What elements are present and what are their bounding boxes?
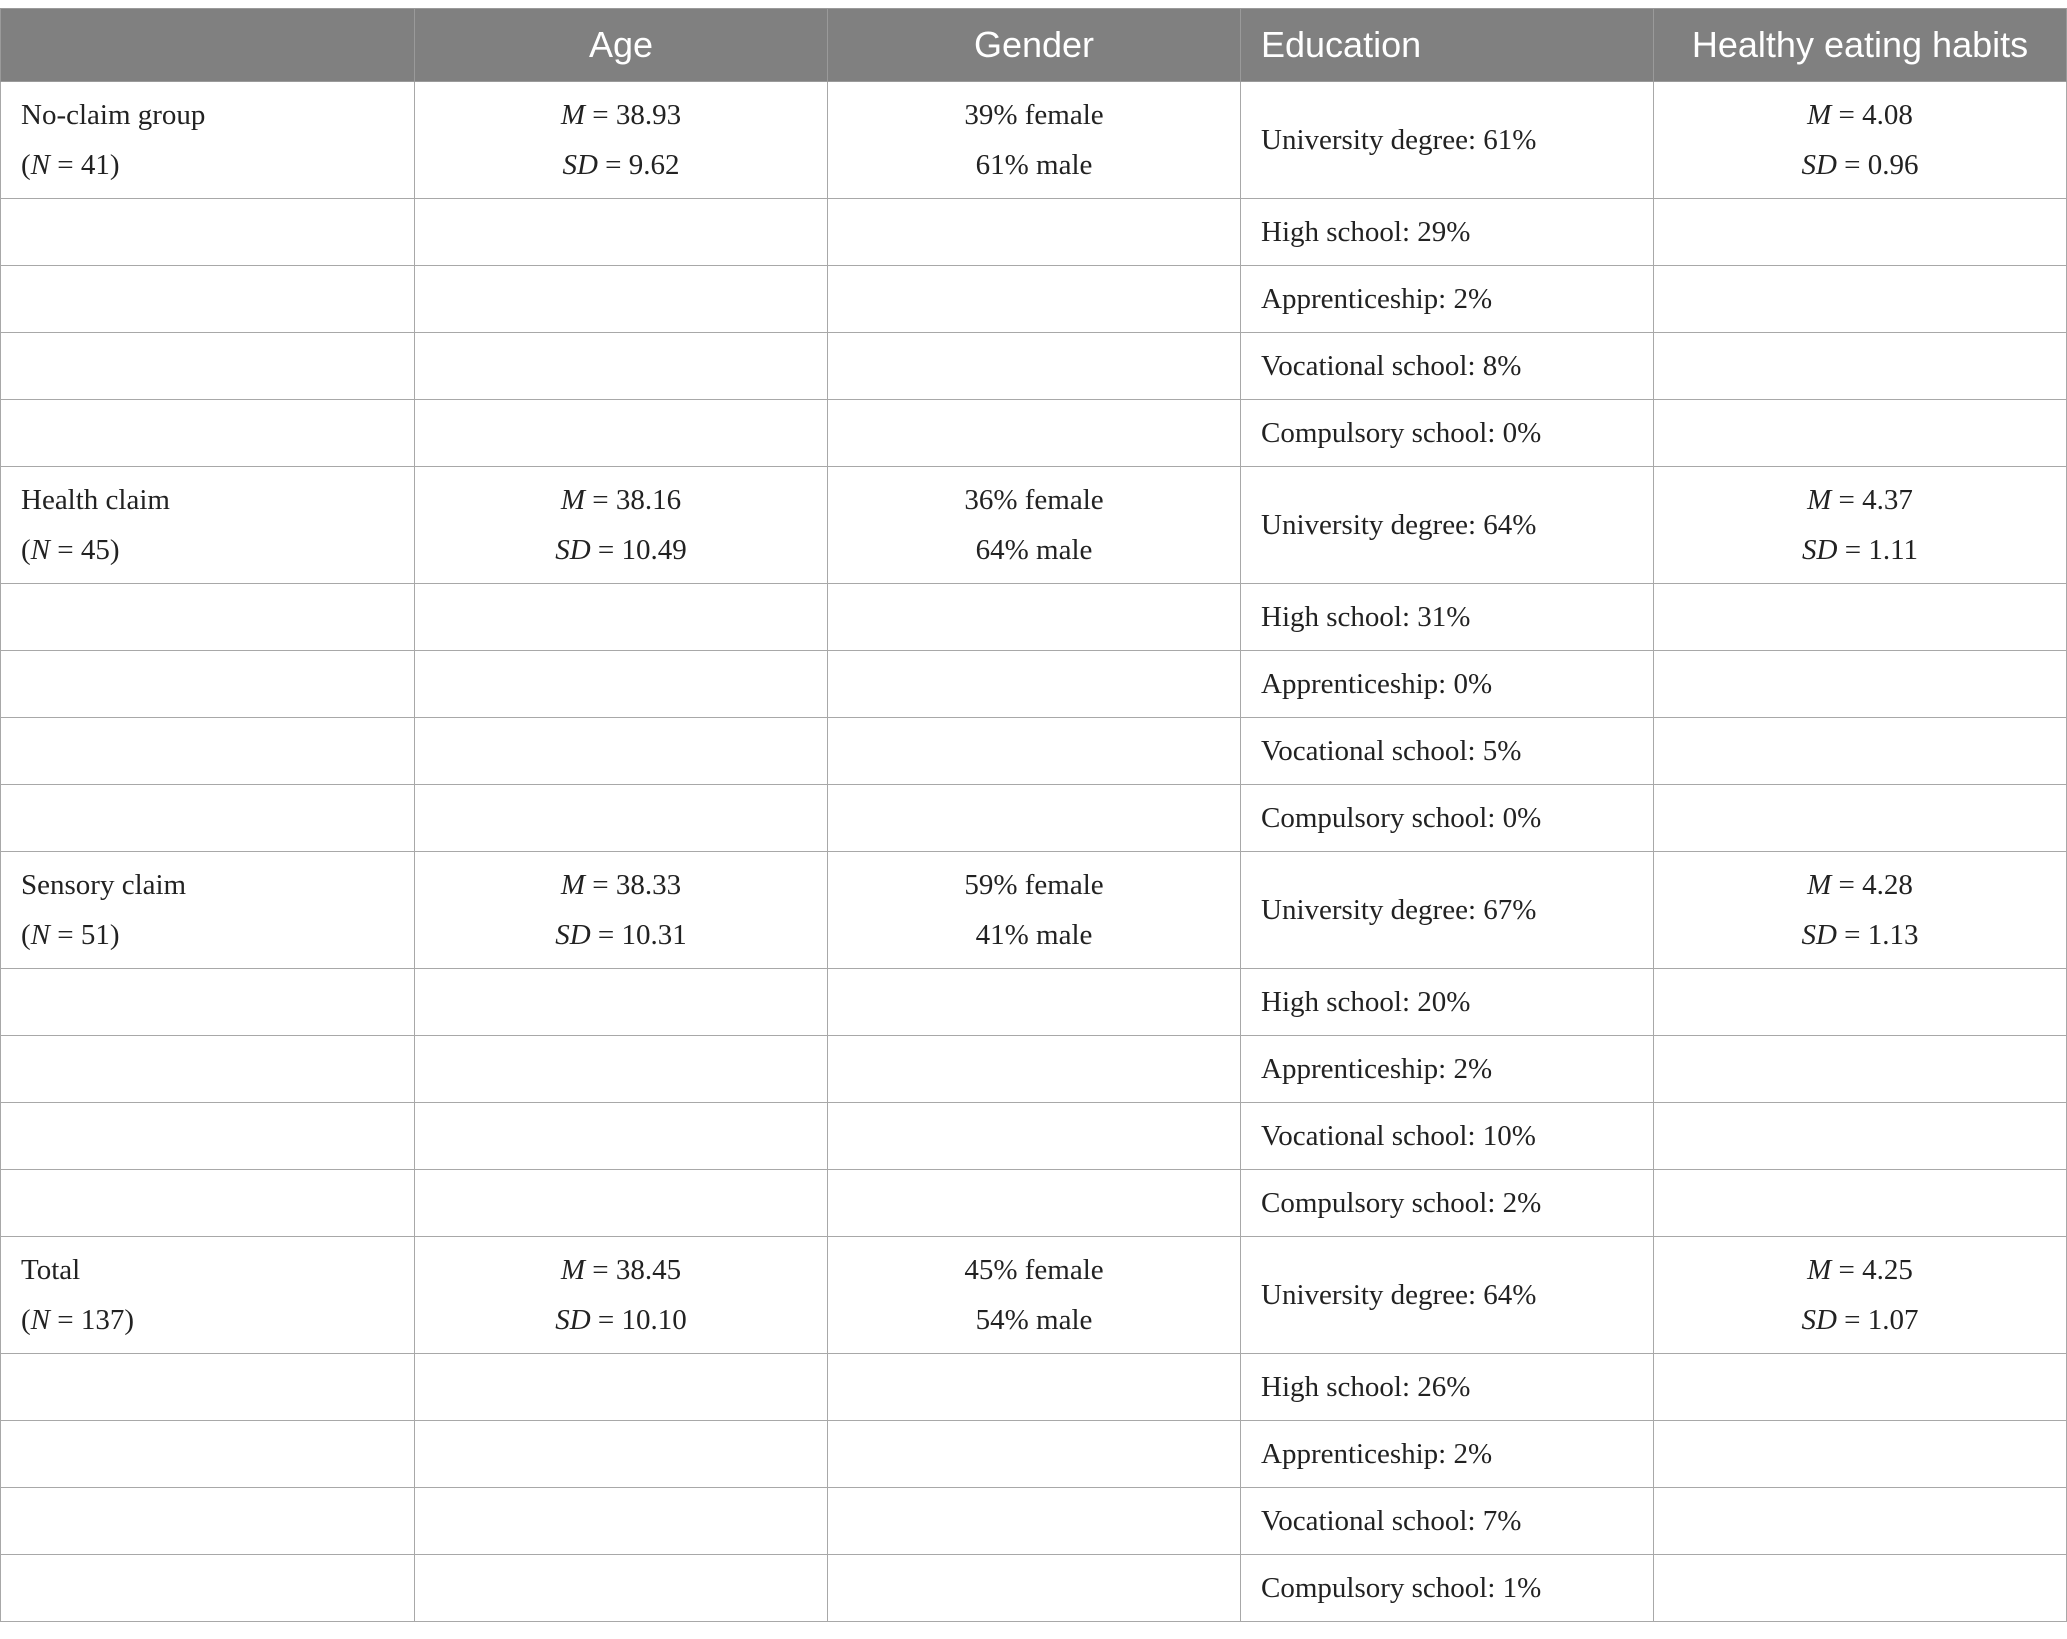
age-mean: 38.16 [615,484,682,516]
table-row [1,333,2067,400]
heh-sd: 1.13 [1867,919,1919,951]
education-cell: Apprenticeship: 2% [1241,1036,1654,1103]
education-cell: High school: 31% [1241,584,1654,651]
education-cell: High school: 26% [1241,1354,1654,1421]
education-cell: Vocational school: 8% [1241,333,1654,400]
table-row [1,1488,2067,1555]
heh-sd: 1.07 [1867,1304,1919,1336]
age-sd: 10.31 [621,919,687,951]
education-cell: Apprenticeship: 2% [1241,1421,1654,1488]
demographics-table [0,8,2067,1622]
age-mean: 38.33 [615,869,682,901]
table-row [1,266,2067,333]
table-row [1,1421,2067,1488]
table-row [1,1354,2067,1421]
group-label: Sensory claim (N = 51) [1,852,415,969]
header-age: Age [415,9,828,82]
age-cell: M = 38.33 SD = 10.31 [415,852,828,969]
heh-sd: 0.96 [1867,149,1919,181]
header-education: Education [1241,9,1654,82]
education-cell: University degree: 64% [1241,1237,1654,1354]
group-label: Health claim (N = 45) [1,467,415,584]
table-row [1,718,2067,785]
age-cell: M = 38.16 SD = 10.49 [415,467,828,584]
table-row [1,82,2067,199]
heh-mean: 4.25 [1862,1254,1913,1286]
education-cell: Compulsory school: 1% [1241,1555,1654,1622]
education-cell: University degree: 67% [1241,852,1654,969]
gender-female: 45% female [964,1254,1104,1286]
age-cell: M = 38.45 SD = 10.10 [415,1237,828,1354]
group-name: Health claim [21,484,170,516]
table-row [1,1036,2067,1103]
group-name: No-claim group [21,99,206,131]
group-name: Sensory claim [21,869,187,901]
gender-female: 39% female [964,99,1104,131]
heh-cell: M = 4.08 SD = 0.96 [1654,82,2067,199]
education-cell: University degree: 61% [1241,82,1654,199]
header-healthy-eating-habits: Healthy eating habits [1654,9,2067,82]
group-label: No-claim group (N = 41) [1,82,415,199]
education-cell: Compulsory school: 0% [1241,785,1654,852]
table-row [1,199,2067,266]
table-row [1,467,2067,584]
group-n: 45 [80,534,110,566]
group-name: Total [21,1254,81,1286]
gender-male: 54% male [975,1304,1093,1336]
education-cell: Compulsory school: 0% [1241,400,1654,467]
gender-cell [828,82,1241,199]
gender-male: 64% male [975,534,1093,566]
table-row [1,651,2067,718]
heh-cell: M = 4.28 SD = 1.13 [1654,852,2067,969]
education-cell: High school: 20% [1241,969,1654,1036]
education-cell: Vocational school: 10% [1241,1103,1654,1170]
gender-female: 36% female [964,484,1104,516]
table-row [1,969,2067,1036]
age-sd: 9.62 [628,149,680,181]
education-cell: Vocational school: 7% [1241,1488,1654,1555]
heh-cell: M = 4.37 SD = 1.11 [1654,467,2067,584]
table-row [1,1555,2067,1622]
group-n: 51 [80,919,110,951]
gender-cell [828,1237,1241,1354]
header-empty [1,9,415,82]
heh-mean: 4.08 [1862,99,1913,131]
gender-female: 59% female [964,869,1104,901]
table-container [0,8,2067,1622]
heh-sd: 1.11 [1868,534,1918,566]
education-cell: Vocational school: 5% [1241,718,1654,785]
gender-cell [828,852,1241,969]
education-cell: Apprenticeship: 0% [1241,651,1654,718]
group-label: Total (N = 137) [1,1237,415,1354]
header-row [1,9,2067,82]
education-cell: University degree: 64% [1241,467,1654,584]
education-cell: High school: 29% [1241,199,1654,266]
age-sd: 10.49 [621,534,687,566]
table-row [1,1103,2067,1170]
age-mean: 38.45 [615,1254,682,1286]
age-mean: 38.93 [615,99,682,131]
heh-mean: 4.37 [1862,484,1913,516]
gender-male: 61% male [975,149,1093,181]
table-row [1,400,2067,467]
heh-cell: M = 4.25 SD = 1.07 [1654,1237,2067,1354]
education-cell: Compulsory school: 2% [1241,1170,1654,1237]
table-row [1,852,2067,969]
education-cell: Apprenticeship: 2% [1241,266,1654,333]
table-row [1,1170,2067,1237]
gender-cell [828,467,1241,584]
age-sd: 10.10 [621,1304,687,1336]
table-row [1,584,2067,651]
age-cell: M = 38.93 SD = 9.62 [415,82,828,199]
table-row [1,785,2067,852]
group-n: 137 [80,1304,125,1336]
gender-male: 41% male [975,919,1093,951]
group-n: 41 [80,149,110,181]
header-gender: Gender [828,9,1241,82]
heh-mean: 4.28 [1862,869,1913,901]
table-row [1,1237,2067,1354]
